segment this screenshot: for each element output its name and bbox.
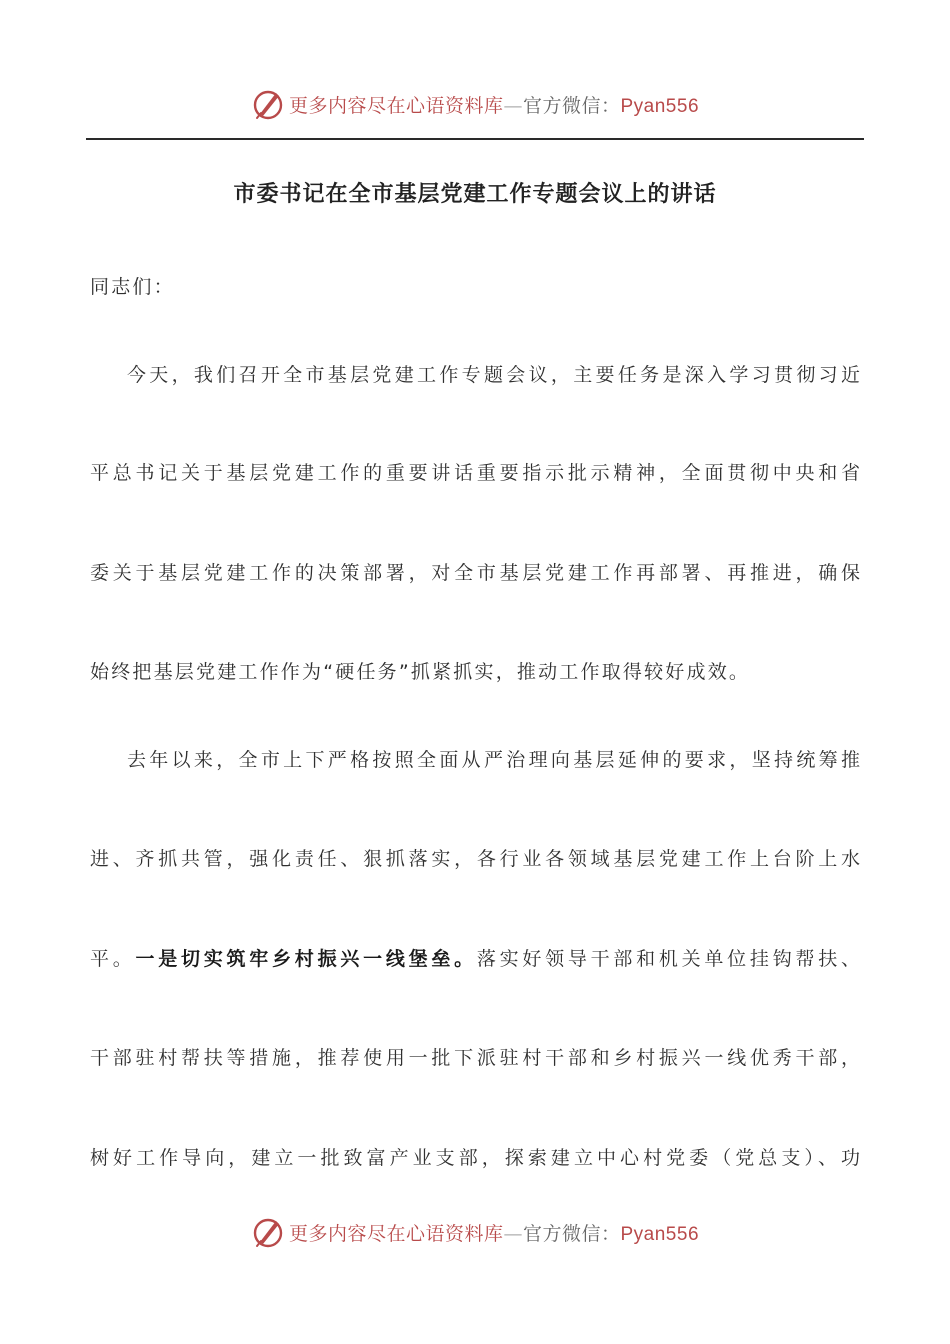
paragraph-line: 去年以来，全市上下严格按照全面从严治理向基层延伸的要求，坚持统筹推 — [127, 749, 860, 771]
footer-watermark — [0, 1212, 950, 1252]
watermark-text: 更多内容尽在心语资料库—官方微信：Pyan556 — [288, 1222, 700, 1245]
watermark-text: 更多内容尽在心语资料库—官方微信：Pyan556 — [288, 94, 700, 117]
line-suffix: 落实好领导干部和机关单位挂钩帮扶、 — [476, 948, 860, 970]
header-watermark — [0, 84, 950, 124]
paragraph-line: 干部驻村帮扶等措施，推荐使用一批下派驻村干部和乡村振兴一线优秀干部， — [90, 1047, 860, 1069]
paragraph-line: 今天，我们召开全市基层党建工作专题会议，主要任务是深入学习贯彻习近 — [127, 364, 860, 386]
quill-pen-logo-icon — [251, 87, 285, 121]
paragraph-line — [90, 945, 860, 973]
header-divider — [86, 138, 864, 140]
paragraph-line: 进、齐抓共管，强化责任、狠抓落实，各行业各领域基层党建工作上台阶上水 — [90, 848, 860, 870]
paragraph-line: 平总书记关于基层党建工作的重要讲话重要指示批示精神，全面贯彻中央和省 — [90, 462, 860, 484]
bold-heading: 一是切实筑牢乡村振兴一线堡垒。 — [135, 948, 477, 970]
line-prefix: 平。 — [90, 948, 136, 970]
document-title: 市委书记在全市基层党建工作专题会议上的讲话 — [233, 182, 717, 207]
quill-pen-logo-icon — [251, 1215, 285, 1249]
paragraph-line: 委关于基层党建工作的决策部署，对全市基层党建工作再部署、再推进，确保 — [90, 562, 860, 584]
salutation: 同志们： — [90, 276, 175, 298]
paragraph-line: 始终把基层党建工作作为“硬任务”抓紧抓实，推动工作取得较好成效。 — [90, 661, 751, 683]
paragraph-line: 树好工作导向，建立一批致富产业支部，探索建立中心村党委（党总支）、功 — [90, 1147, 860, 1169]
